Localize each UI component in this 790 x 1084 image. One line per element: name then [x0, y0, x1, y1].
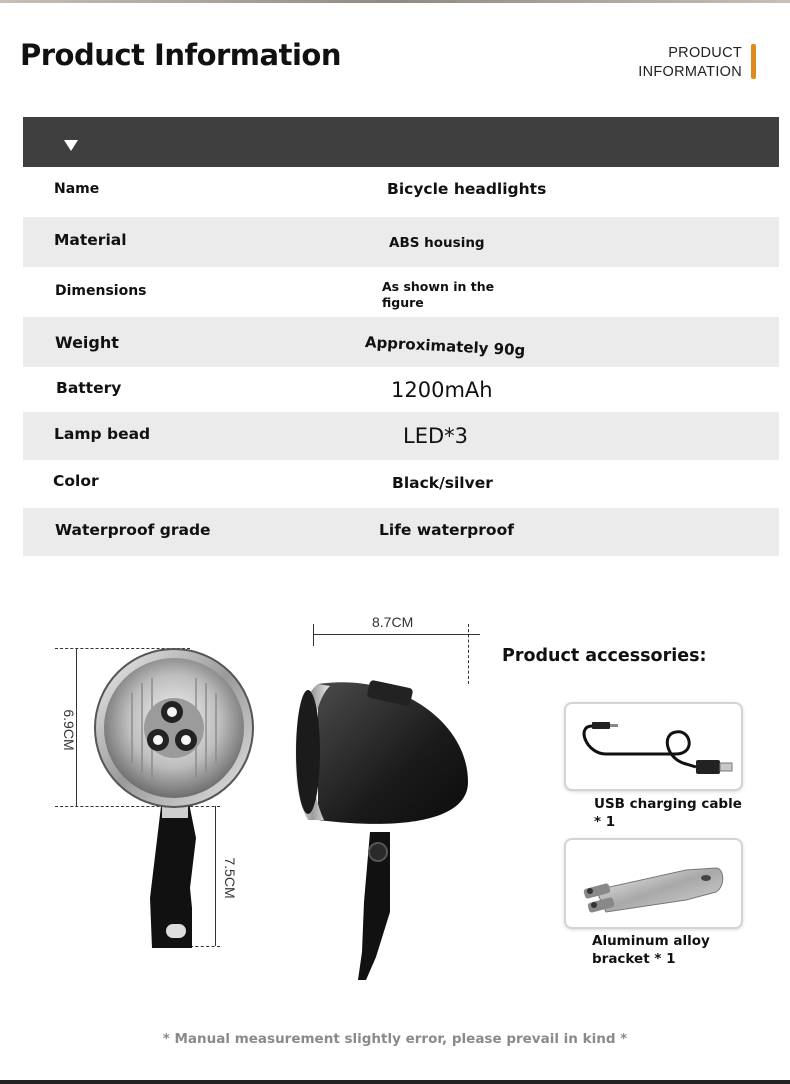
spec-row-color — [23, 460, 779, 508]
spec-value: Bicycle headlights — [387, 180, 547, 198]
spec-row-name — [23, 167, 779, 217]
corner-label-line2: INFORMATION — [638, 64, 742, 80]
accessories-title: Product accessories: — [502, 646, 707, 666]
dim-line-length — [313, 634, 480, 635]
spec-label: Color — [53, 472, 99, 490]
accessory-caption-line1: USB charging cable — [594, 796, 742, 812]
triangle-down-icon — [64, 140, 78, 151]
bottom-divider — [0, 1080, 790, 1084]
spec-value: Life waterproof — [379, 521, 514, 539]
spec-label: Battery — [56, 379, 122, 397]
spec-value: Black/silver — [392, 474, 493, 492]
lamp-front-icon — [92, 648, 262, 958]
accessory-card-bracket — [564, 838, 743, 929]
spec-value: Approximately 90g — [364, 333, 526, 360]
corner-label — [638, 44, 742, 82]
accessory-caption-bracket — [592, 932, 710, 968]
spec-value — [382, 279, 494, 311]
spec-label: Material — [54, 231, 127, 249]
spec-table-header — [23, 117, 779, 167]
accessory-card-usb — [564, 702, 743, 791]
accessory-caption-line1: Aluminum alloy — [592, 933, 710, 949]
accent-bar — [751, 44, 756, 79]
spec-label: Weight — [55, 333, 119, 352]
length-dimension-label: 8.7CM — [372, 614, 414, 630]
spec-label: Lamp bead — [54, 425, 151, 443]
measurement-footnote: * Manual measurement slightly error, please prevail in kind * — [162, 1031, 628, 1047]
bracket-icon — [566, 840, 741, 927]
corner-label-line1: PRODUCT — [668, 45, 742, 61]
lamp-side-icon — [278, 662, 478, 987]
usb-cable-icon — [566, 704, 741, 789]
page-title: Product Information — [20, 38, 341, 72]
bracket-dimension-label: 7.5CM — [222, 857, 238, 899]
height-dimension-label: 6.9CM — [61, 709, 77, 751]
spec-row-material — [23, 217, 779, 267]
dim-tick-left — [313, 624, 314, 646]
spec-value: ABS housing — [389, 235, 485, 251]
accessory-caption-line2: bracket * 1 — [592, 951, 676, 967]
spec-row-weight — [23, 317, 779, 367]
accessory-caption-line2: * 1 — [594, 814, 616, 830]
spec-value: LED*3 — [403, 424, 468, 448]
spec-value-line2: figure — [382, 295, 424, 310]
spec-label: Dimensions — [55, 283, 147, 299]
spec-row-battery — [23, 367, 779, 412]
accessory-caption-usb — [594, 795, 742, 831]
spec-value-line1: As shown in the — [382, 279, 495, 294]
spec-row-waterproof — [23, 508, 779, 556]
spec-row-dimensions — [23, 267, 779, 317]
spec-label: Name — [54, 181, 100, 197]
top-divider — [0, 0, 790, 3]
spec-row-lamp-bead — [23, 412, 779, 460]
spec-value: 1200mAh — [391, 378, 493, 402]
spec-label: Waterproof grade — [55, 521, 211, 539]
